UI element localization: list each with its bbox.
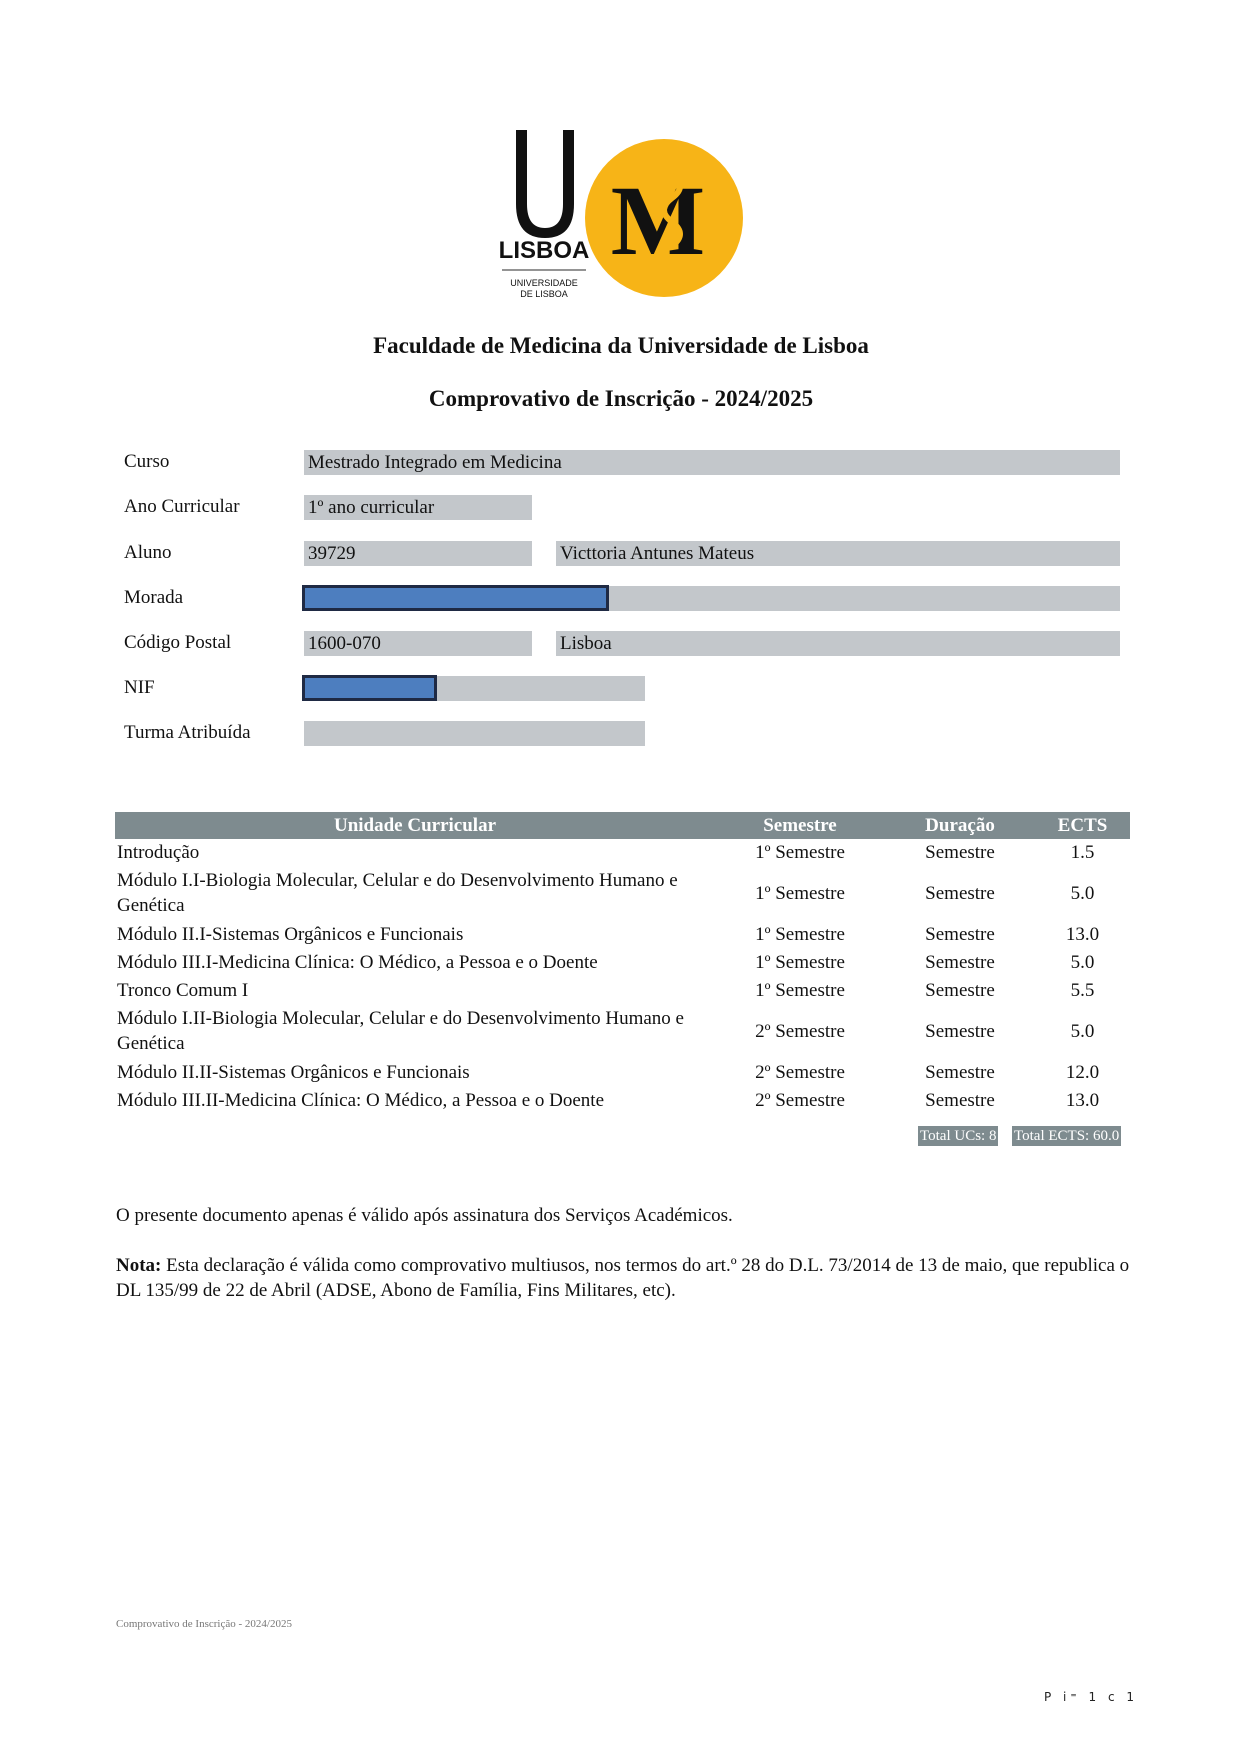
uc-ects: 13.0 xyxy=(1065,923,1100,945)
ulisboa-u-glyph xyxy=(516,130,574,238)
uc-ects: 12.0 xyxy=(1065,1061,1100,1083)
uc-duracao: Semestre xyxy=(925,842,995,863)
uc-semestre: 2º Semestre xyxy=(755,1061,845,1083)
uc-name: Módulo III.II-Medicina Clínica: O Médico, a Pessoa e o Doente xyxy=(117,1089,605,1111)
uc-name: Tronco Comum I xyxy=(117,979,249,1001)
uc-semestre: 2º Semestre xyxy=(755,1020,845,1042)
ano-label: Ano Curricular xyxy=(124,496,240,517)
uc-ects: 5.5 xyxy=(1070,979,1095,1001)
uc-name: Módulo III.I-Medicina Clínica: O Médico, a Pessoa e o Doente xyxy=(117,951,598,973)
uc-ects: 13.0 xyxy=(1065,1089,1100,1111)
validity-note: O presente documento apenas é válido após assinatura dos Serviços Académicos. xyxy=(116,1205,733,1226)
table-row xyxy=(115,1086,1130,1114)
ano-value: 1º ano curricular xyxy=(304,495,532,520)
ulisboa-sub-line2: DE LISBOA xyxy=(520,289,568,299)
uc-name: Módulo II.II-Sistemas Orgânicos e Funcionais xyxy=(117,1061,470,1083)
uc-duracao: Semestre xyxy=(925,1020,995,1042)
total-ects-badge: Total ECTS: 60.0 xyxy=(1014,1128,1120,1144)
turma-label: Turma Atribuída xyxy=(124,722,251,743)
uc-duracao: Semestre xyxy=(925,979,995,1001)
codigo-postal-label: Código Postal xyxy=(124,632,232,653)
header-unidade: Unidade Curricular xyxy=(115,812,715,839)
uc-semestre: 2º Semestre xyxy=(755,1089,845,1111)
uc-name: Módulo I.I-Biologia Molecular, Celular e do Desenvolvimento Humano e Genética xyxy=(117,870,678,916)
uc-semestre: 1º Semestre xyxy=(755,882,845,904)
institution-title: Faculdade de Medicina da Universidade de Lisboa xyxy=(373,333,869,358)
aluno-number: 39729 xyxy=(304,541,532,566)
table-row xyxy=(115,866,1130,920)
morada-label: Morada xyxy=(124,587,184,608)
table-row xyxy=(115,839,1130,866)
header-duracao: Duração xyxy=(885,812,1035,839)
uc-duracao: Semestre xyxy=(925,923,995,945)
fm-letter: M xyxy=(610,165,706,276)
page-number: P i⁼ 1 c 1 xyxy=(1044,1690,1139,1704)
faculty-logo xyxy=(496,124,756,314)
total-ucs-badge: Total UCs: 8 xyxy=(920,1128,997,1144)
footer-document-title: Comprovativo de Inscrição - 2024/2025 xyxy=(116,1618,292,1630)
ulisboa-sub-line1: UNIVERSIDADE xyxy=(510,278,578,288)
ulisboa-fm-logo xyxy=(496,124,756,314)
uc-ects: 5.0 xyxy=(1070,951,1095,973)
uc-semestre: 1º Semestre xyxy=(755,951,845,973)
nota-label: Nota: xyxy=(116,1255,162,1276)
uc-ects: 5.0 xyxy=(1070,1020,1095,1042)
turma-value xyxy=(304,721,645,746)
codigo-postal-city: Lisboa xyxy=(556,631,1120,656)
table-row xyxy=(115,1058,1130,1086)
morada-redaction xyxy=(302,585,609,611)
uc-semestre: 1º Semestre xyxy=(755,923,845,945)
curricular-units-table xyxy=(115,812,1130,1114)
ulisboa-name: LISBOA xyxy=(498,237,590,264)
uc-name: Introdução xyxy=(117,842,200,863)
uc-duracao: Semestre xyxy=(925,882,995,904)
table-header-row xyxy=(115,812,1130,839)
aluno-label: Aluno xyxy=(124,542,172,563)
uc-semestre: 1º Semestre xyxy=(755,979,845,1001)
header-semestre: Semestre xyxy=(715,812,885,839)
codigo-postal-value: 1600-070 xyxy=(304,631,532,656)
uc-name: Módulo II.I-Sistemas Orgânicos e Funcionais xyxy=(117,923,464,945)
uc-duracao: Semestre xyxy=(925,951,995,973)
uc-semestre: 1º Semestre xyxy=(755,842,845,863)
uc-duracao: Semestre xyxy=(925,1061,995,1083)
table-row xyxy=(115,976,1130,1004)
table-row xyxy=(115,948,1130,976)
table-row xyxy=(115,920,1130,948)
nota-text: Esta declaração é válida como comprovativo multiusos, nos termos do art.º 28 do D.L. 73/2014 de 13 de maio, que republica o DL 135/99 de 22 de Abril (ADSE, Abono de Família, Fins Militares, etc). xyxy=(116,1255,1130,1301)
aluno-name: Victtoria Antunes Mateus xyxy=(556,541,1120,566)
nif-redaction xyxy=(302,675,437,701)
curso-value: Mestrado Integrado em Medicina xyxy=(304,450,1120,475)
nif-label: NIF xyxy=(124,677,155,698)
uc-name: Módulo I.II-Biologia Molecular, Celular e do Desenvolvimento Humano e Genética xyxy=(117,1008,684,1054)
uc-ects: 1.5 xyxy=(1070,842,1095,863)
uc-duracao: Semestre xyxy=(925,1089,995,1111)
curso-label: Curso xyxy=(124,451,170,472)
document-title: Comprovativo de Inscrição - 2024/2025 xyxy=(428,386,814,411)
header-ects: ECTS xyxy=(1035,812,1130,839)
uc-ects: 5.0 xyxy=(1070,882,1095,904)
nota-paragraph xyxy=(116,1253,1136,1303)
table-row xyxy=(115,1004,1130,1058)
